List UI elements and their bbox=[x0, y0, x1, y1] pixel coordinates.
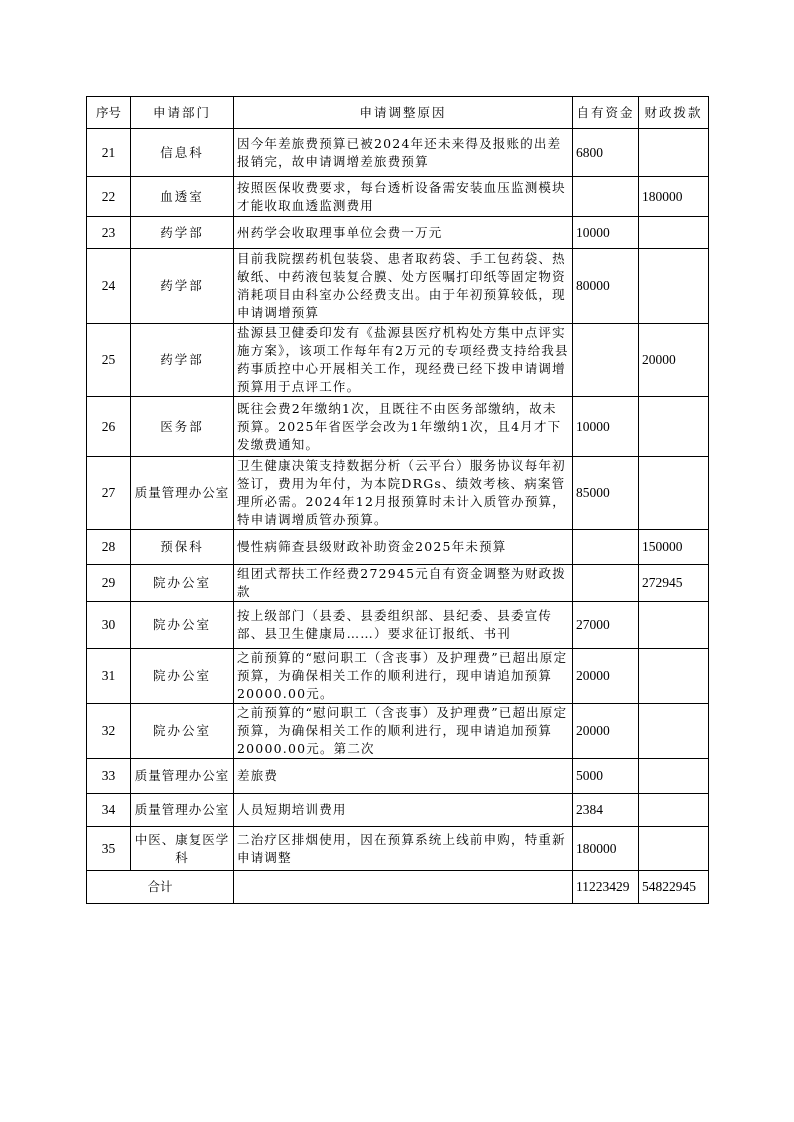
row-department: 预保科 bbox=[131, 530, 234, 565]
table-row bbox=[87, 129, 709, 177]
row-no: 30 bbox=[87, 602, 131, 649]
row-own-funds: 20000 bbox=[573, 649, 639, 704]
row-own-funds bbox=[573, 565, 639, 602]
row-reason: 按照医保收费要求，每台透析设备需安装血压监测模块才能收取血透监测费用 bbox=[234, 177, 573, 217]
row-reason: 人员短期培训费用 bbox=[234, 794, 573, 827]
row-own-funds: 10000 bbox=[573, 397, 639, 457]
table-row bbox=[87, 704, 709, 759]
row-own-funds: 5000 bbox=[573, 759, 639, 794]
row-department: 血透室 bbox=[131, 177, 234, 217]
total-reason bbox=[234, 871, 573, 904]
budget-adjustment-table bbox=[86, 96, 709, 904]
table-row bbox=[87, 649, 709, 704]
table-row bbox=[87, 397, 709, 457]
row-fiscal-allocation bbox=[639, 217, 709, 249]
row-own-funds bbox=[573, 177, 639, 217]
row-department: 质量管理办公室 bbox=[131, 457, 234, 530]
table-row bbox=[87, 602, 709, 649]
row-fiscal-allocation bbox=[639, 759, 709, 794]
row-no: 22 bbox=[87, 177, 131, 217]
row-reason: 组团式帮扶工作经费272945元自有资金调整为财政拨款 bbox=[234, 565, 573, 602]
row-reason: 目前我院摆药机包装袋、患者取药袋、手工包药袋、热敏纸、中药液包装复合膜、处方医嘱打印纸等固定物资消耗项目由科室办公经费支出。由于年初预算较低，现申请调增预算 bbox=[234, 249, 573, 324]
row-no: 28 bbox=[87, 530, 131, 565]
row-department: 医务部 bbox=[131, 397, 234, 457]
row-no: 34 bbox=[87, 794, 131, 827]
row-reason: 盐源县卫健委印发有《盐源县医疗机构处方集中点评实施方案》，该项工作每年有2万元的专项经费支持给我县药事质控中心开展相关工作，现经费已经下拨申请调增预算用于点评工作。 bbox=[234, 324, 573, 397]
header-reason: 申请调整原因 bbox=[234, 97, 573, 129]
row-fiscal-allocation: 272945 bbox=[639, 565, 709, 602]
header-fiscal-allocation: 财政拨款 bbox=[639, 97, 709, 129]
header-department: 申请部门 bbox=[131, 97, 234, 129]
row-no: 31 bbox=[87, 649, 131, 704]
row-no: 27 bbox=[87, 457, 131, 530]
header-own-funds: 自有资金 bbox=[573, 97, 639, 129]
row-fiscal-allocation bbox=[639, 827, 709, 871]
row-fiscal-allocation bbox=[639, 457, 709, 530]
row-department: 中医、康复医学科 bbox=[131, 827, 234, 871]
row-own-funds: 6800 bbox=[573, 129, 639, 177]
row-fiscal-allocation bbox=[639, 794, 709, 827]
row-department: 院办公室 bbox=[131, 704, 234, 759]
row-reason: 二治疗区排烟使用，因在预算系统上线前申购，特重新申请调整 bbox=[234, 827, 573, 871]
row-own-funds: 180000 bbox=[573, 827, 639, 871]
row-reason: 州药学会收取理事单位会费一万元 bbox=[234, 217, 573, 249]
row-department: 院办公室 bbox=[131, 602, 234, 649]
row-fiscal-allocation: 180000 bbox=[639, 177, 709, 217]
row-own-funds: 2384 bbox=[573, 794, 639, 827]
table-header-row bbox=[87, 97, 709, 129]
row-own-funds bbox=[573, 530, 639, 565]
row-fiscal-allocation bbox=[639, 602, 709, 649]
row-reason: 按上级部门（县委、县委组织部、县纪委、县委宣传部、县卫生健康局……）要求征订报纸、书刊 bbox=[234, 602, 573, 649]
row-own-funds bbox=[573, 324, 639, 397]
row-department: 药学部 bbox=[131, 324, 234, 397]
row-reason: 卫生健康决策支持数据分析（云平台）服务协议每年初签订，费用为年付，为本院DRGs、绩效考核、病案管理所必需。2024年12月报预算时未计入质管办预算，特申请调增质管办预算。 bbox=[234, 457, 573, 530]
row-no: 23 bbox=[87, 217, 131, 249]
row-department: 药学部 bbox=[131, 217, 234, 249]
row-no: 24 bbox=[87, 249, 131, 324]
row-reason: 差旅费 bbox=[234, 759, 573, 794]
row-no: 26 bbox=[87, 397, 131, 457]
row-own-funds: 27000 bbox=[573, 602, 639, 649]
table-row bbox=[87, 249, 709, 324]
row-reason: 之前预算的“慰问职工（含丧事）及护理费”已超出原定预算，为确保相关工作的顺利进行，现申请追加预算20000.00元。第二次 bbox=[234, 704, 573, 759]
row-no: 33 bbox=[87, 759, 131, 794]
row-fiscal-allocation: 150000 bbox=[639, 530, 709, 565]
total-label: 合计 bbox=[87, 871, 234, 904]
row-fiscal-allocation bbox=[639, 704, 709, 759]
row-department: 院办公室 bbox=[131, 565, 234, 602]
table-row bbox=[87, 827, 709, 871]
total-fiscal-allocation: 54822945 bbox=[639, 871, 709, 904]
total-row bbox=[87, 871, 709, 904]
row-own-funds: 10000 bbox=[573, 217, 639, 249]
row-fiscal-allocation bbox=[639, 249, 709, 324]
row-reason: 之前预算的“慰问职工（含丧事）及护理费”已超出原定预算，为确保相关工作的顺利进行，现申请追加预算20000.00元。 bbox=[234, 649, 573, 704]
header-no: 序号 bbox=[87, 97, 131, 129]
row-fiscal-allocation bbox=[639, 649, 709, 704]
row-own-funds: 80000 bbox=[573, 249, 639, 324]
row-department: 院办公室 bbox=[131, 649, 234, 704]
table-row bbox=[87, 530, 709, 565]
table-row bbox=[87, 324, 709, 397]
row-no: 21 bbox=[87, 129, 131, 177]
table-row bbox=[87, 565, 709, 602]
table-row bbox=[87, 217, 709, 249]
row-own-funds: 20000 bbox=[573, 704, 639, 759]
total-own-funds: 11223429 bbox=[573, 871, 639, 904]
row-no: 32 bbox=[87, 704, 131, 759]
row-department: 信息科 bbox=[131, 129, 234, 177]
row-fiscal-allocation bbox=[639, 129, 709, 177]
row-no: 25 bbox=[87, 324, 131, 397]
row-fiscal-allocation: 20000 bbox=[639, 324, 709, 397]
row-department: 质量管理办公室 bbox=[131, 759, 234, 794]
row-fiscal-allocation bbox=[639, 397, 709, 457]
table-row bbox=[87, 457, 709, 530]
row-no: 35 bbox=[87, 827, 131, 871]
table-row bbox=[87, 759, 709, 794]
row-reason: 慢性病筛查县级财政补助资金2025年未预算 bbox=[234, 530, 573, 565]
table-row bbox=[87, 794, 709, 827]
row-reason: 因今年差旅费预算已被2024年还未来得及报账的出差报销完，故申请调增差旅费预算 bbox=[234, 129, 573, 177]
row-department: 药学部 bbox=[131, 249, 234, 324]
row-reason: 既往会费2年缴纳1次，且既往不由医务部缴纳，故未预算。2025年省医学会改为1年缴纳1次，且4月才下发缴费通知。 bbox=[234, 397, 573, 457]
row-own-funds: 85000 bbox=[573, 457, 639, 530]
table-row bbox=[87, 177, 709, 217]
row-no: 29 bbox=[87, 565, 131, 602]
row-department: 质量管理办公室 bbox=[131, 794, 234, 827]
